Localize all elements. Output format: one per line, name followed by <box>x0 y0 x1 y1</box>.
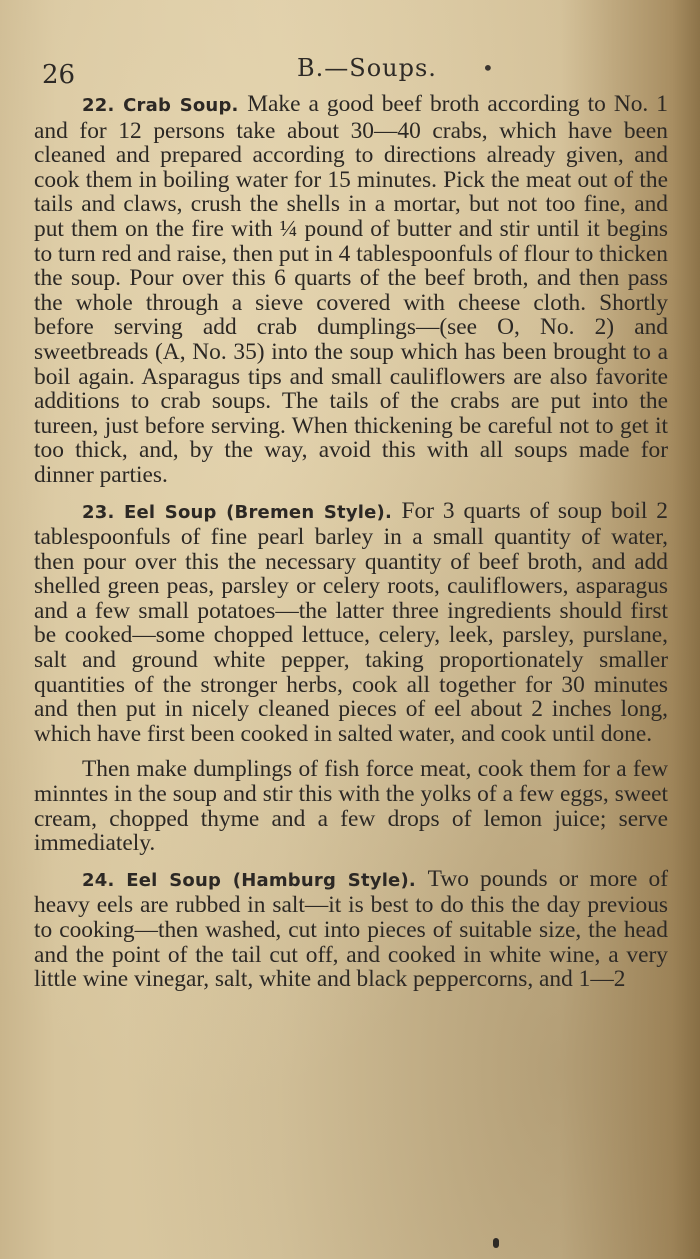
recipe-22-heading: 22. Crab Soup. <box>82 95 248 116</box>
recipe-24-paragraph <box>34 867 668 992</box>
recipe-22-text: Make a good beef broth according to No. 1 and for 12 persons take about 30—40 crabs, which have been cleaned and prepared according to directions already given, and cook them in boiling water for 15 minutes. Pick the meat out of the tails and claws, crush the shells in a mortar, but not too fine, and put them on the fire with ¼ pound of butter and stir until it begins to turn red and raise, then put in 4 tablespoonfuls of flour to thicken the soup. Pour over this 6 quarts of the beef broth, and then pass the whole through a sieve covered with cheese cloth. Shortly before serving add crab dumplings—(see O, No. 2) and sweetbreads (A, No. 35) into the soup which has been brought to a boil again. Asparagus tips and small cauliflowers are also favorite additions to crab soups. The tails of the crabs are put into the tureen, just before serving. When thickening be careful not to get it too thick, and, by the way, avoid this with all soups made for dinner parties. <box>34 91 669 488</box>
page-header <box>42 50 662 90</box>
recipe-22-paragraph <box>34 92 668 488</box>
ornament-dot: • <box>482 56 494 80</box>
recipe-23-text: For 3 quarts of soup boil 2 tablespoonfuls of fine pearl barley in a small quantity of water, then pour over this the necessary quantity of beef broth, and add shelled green peas, parsley or celery roots, cauliflowers, asparagus and a few small potatoes—the latter three ingredients should first be cooked—some chopped lettuce, celery, leek, parsley, purslane, salt and ground white pepper, taking proportionately smaller quantities of the stronger herbs, cook all together for 30 minutes and then put in nicely cleaned pieces of eel about 2 inches long, which have first been cooked in salted water, and cook until done. <box>34 497 668 747</box>
recipe-23-continuation-text: Then make dumplings of fish force meat, cook them for a few minntes in the soup and stir this with the yolks of a few eggs, sweet cream, chopped thyme and a few drops of lemon juice; serve immediately. <box>34 756 668 857</box>
recipe-23-continuation <box>34 757 668 855</box>
footer-mark <box>493 1238 499 1248</box>
page-number: 26 <box>42 60 76 90</box>
recipe-23-heading: 23. Eel Soup (Bremen Style). <box>82 501 402 523</box>
page-body <box>34 92 668 992</box>
recipe-23-paragraph <box>34 499 668 747</box>
recipe-24-heading: 24. Eel Soup (Hamburg Style). <box>82 869 428 891</box>
running-title: B.—Soups. <box>297 54 437 82</box>
recipe-24-text: Two pounds or more of heavy eels are rubbed in salt—it is best to do this the day previous to cooking—then washed, cut into pieces of suitable size, the head and the point of the tail cut off, and cooked in white wine, a very little wine vinegar, salt, white and black peppercorns, and 1—2 <box>34 865 668 993</box>
